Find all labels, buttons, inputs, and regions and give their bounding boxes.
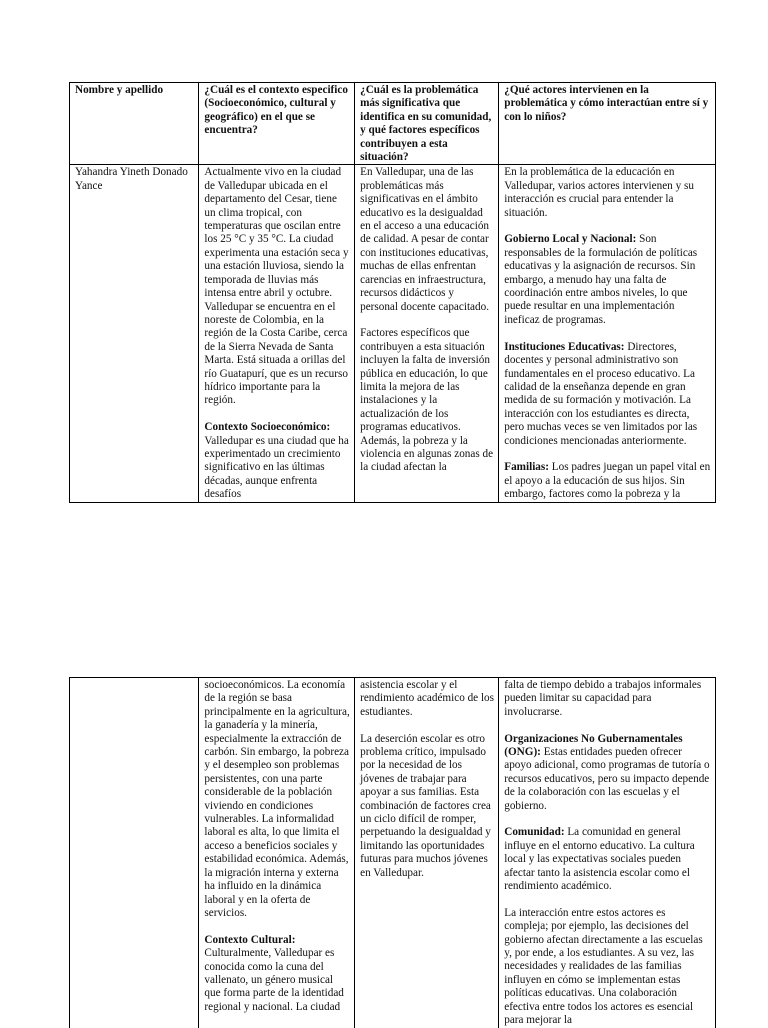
families-heading: Familias: [504, 461, 549, 474]
header-actors: ¿Qué actores intervienen en la problemática y cómo interactúan entre sí y con lo niños? [499, 83, 716, 165]
ngo-heading: Organizaciones No Gubernamentales (ONG): [504, 732, 683, 759]
table-page-bottom [69, 677, 716, 1028]
header-context: ¿Cuál es el contexto especifico (Socioeconómico, cultural y geográfico) en el que se encuentra? [199, 83, 355, 165]
header-name: Nombre y apellido [70, 83, 199, 165]
cell-name-empty [70, 678, 199, 1028]
socioeconomic-text: Valledupar es una ciudad que ha experimentado un crecimiento significativo en las últimas décadas, aunque enfrenta desafíos [204, 434, 349, 501]
actors-families [504, 461, 711, 501]
actors-ngo [504, 733, 711, 813]
problem-paragraph-2: Factores específicos que contribuyen a esta situación incluyen la falta de inversión pública en educación, lo que limita la mejora de las instalaciones y la actualización de los programas educativos. Además, la pobreza y la violencia en algunas zonas de la ciudad afectan la [360, 327, 494, 474]
families-continued: falta de tiempo debido a trabajos informales pueden limitar su capacidad para involucrarse. [504, 679, 702, 718]
table-row [70, 165, 716, 502]
problem-continued-1: asistencia escolar y el rendimiento académico de los estudiantes. [360, 679, 494, 718]
cell-context-continued [199, 678, 355, 1028]
socioeconomic-continued: socioeconómicos. La economía de la región se basa principalmente en la agricultura, la ganadería y la minería, especialmente la extracción de carbón. Sin embargo, la pobreza y el desempleo son problemas persistentes, con una parte considerable de la población viviendo en condiciones vulnerables. La informalidad laboral es alta, lo que limita el acceso a beneficios sociales y estabilidad económica. Además, la migración interna y externa ha influido en la dinámica laboral y en la oferta de servicios. [204, 679, 350, 919]
cell-actors-continued [499, 678, 716, 1028]
socioeconomic-heading: Contexto Socioeconómico: [204, 421, 331, 434]
families-text: Los padres juegan un papel vital en el apoyo a la educación de sus hijos. Sin embargo, factores como la pobreza y la [504, 461, 711, 501]
socioeconomic-paragraph [204, 421, 350, 501]
cultural-paragraph [204, 934, 350, 1014]
institutions-text: Directores, docentes y personal administrativo son fundamentales en el proceso educativo. La calidad de la enseñanza depende en gran medida de su formación y motivación. La interacción con los estudiantes es directa, pero muchas veces se ven limitados por las condiciones mencionadas anteriormente. [504, 340, 698, 447]
government-text: Son responsables de la formulación de políticas educativas y la asignación de recursos. Sin embargo, a menudo hay una falta de coordinación entre ambos niveles, lo que puede resultar en una implementación ineficaz de programas. [504, 233, 698, 326]
cell-name [70, 165, 199, 502]
community-text: La comunidad en general influye en el entorno educativo. La cultura local y las expectativas sociales pueden afectar tanto la asistencia escolar como el rendimiento académico. [504, 826, 695, 893]
actors-government [504, 233, 711, 327]
actors-institutions [504, 341, 711, 448]
table-page-top [69, 82, 716, 503]
actors-community [504, 826, 711, 893]
table-row [70, 678, 716, 1028]
context-paragraph: Actualmente vivo en la ciudad de Valledupar ubicada en el departamento del Cesar, tiene un clima tropical, con temperaturas que oscilan entre los 25 °C y 35 °C. La ciudad experimenta una estación seca y una estación lluviosa, siendo la temporada de lluvias más intensa entre abril y octubre. Valledupar se encuentra en el noreste de Colombia, en la región de la Costa Caribe, cerca de la Sierra Nevada de Santa Marta. Está situada a orillas del río Guatapurí, que es un recurso hídrico importante para la región. [204, 166, 349, 407]
community-heading: Comunidad: [504, 826, 565, 839]
cultural-heading: Contexto Cultural: [204, 933, 296, 946]
problem-paragraph-1: En Valledupar, una de las problemáticas más significativas en el ámbito educativo es la desigualdad en el acceso a una educación de calidad. A pesar de contar con instituciones educativas, muchas de ellas enfrentan carencias en infraestructura, recursos didácticos y personal docente capacitado. [360, 166, 490, 313]
cell-problem-continued [355, 678, 499, 1028]
table-header-row [70, 83, 716, 165]
government-heading: Gobierno Local y Nacional: [504, 233, 637, 246]
actors-intro: En la problemática de la educación en Valledupar, varios actores intervienen y su interacción es crucial para entender la situación. [504, 166, 694, 219]
institutions-heading: Instituciones Educativas: [504, 340, 625, 353]
actors-interaction: La interacción entre estos actores es compleja; por ejemplo, las decisiones del gobierno afectan directamente a las escuelas y, por ende, a los estudiantes. A su vez, las necesidades y realidades de las familias influyen en cómo se implementan estas políticas educativas. Una colaboración efectiva entre todos los actores es esencial para mejorar la [504, 906, 703, 1027]
ngo-text: Estas entidades pueden ofrecer apoyo adicional, como programas de tutoría o recursos educativos, pero su impacto depende de la colaboración con las escuelas y el gobierno. [504, 746, 710, 812]
cell-problem [355, 165, 499, 502]
header-problem: ¿Cuál es la problemática más significativa que identifica en su comunidad, y qué factores específicos contribuyen a esta situación? [355, 83, 499, 165]
cell-context [199, 165, 355, 502]
cell-actors [499, 165, 716, 502]
person-name: Yahandra Yineth Donado Yance [75, 166, 188, 192]
problem-continued-2: La deserción escolar es otro problema crítico, impulsado por la necesidad de los jóvenes de trabajar para apoyar a sus familias. Esta combinación de factores crea un ciclo difícil de romper, perpetuando la desigualdad y limitando las oportunidades futuras para muchos jóvenes en Valledupar. [360, 732, 491, 879]
cultural-text: Culturalmente, Valledupar es conocida como la cuna del vallenato, un género musical que forma parte de la identidad regional y nacional. La ciudad [204, 947, 344, 1013]
